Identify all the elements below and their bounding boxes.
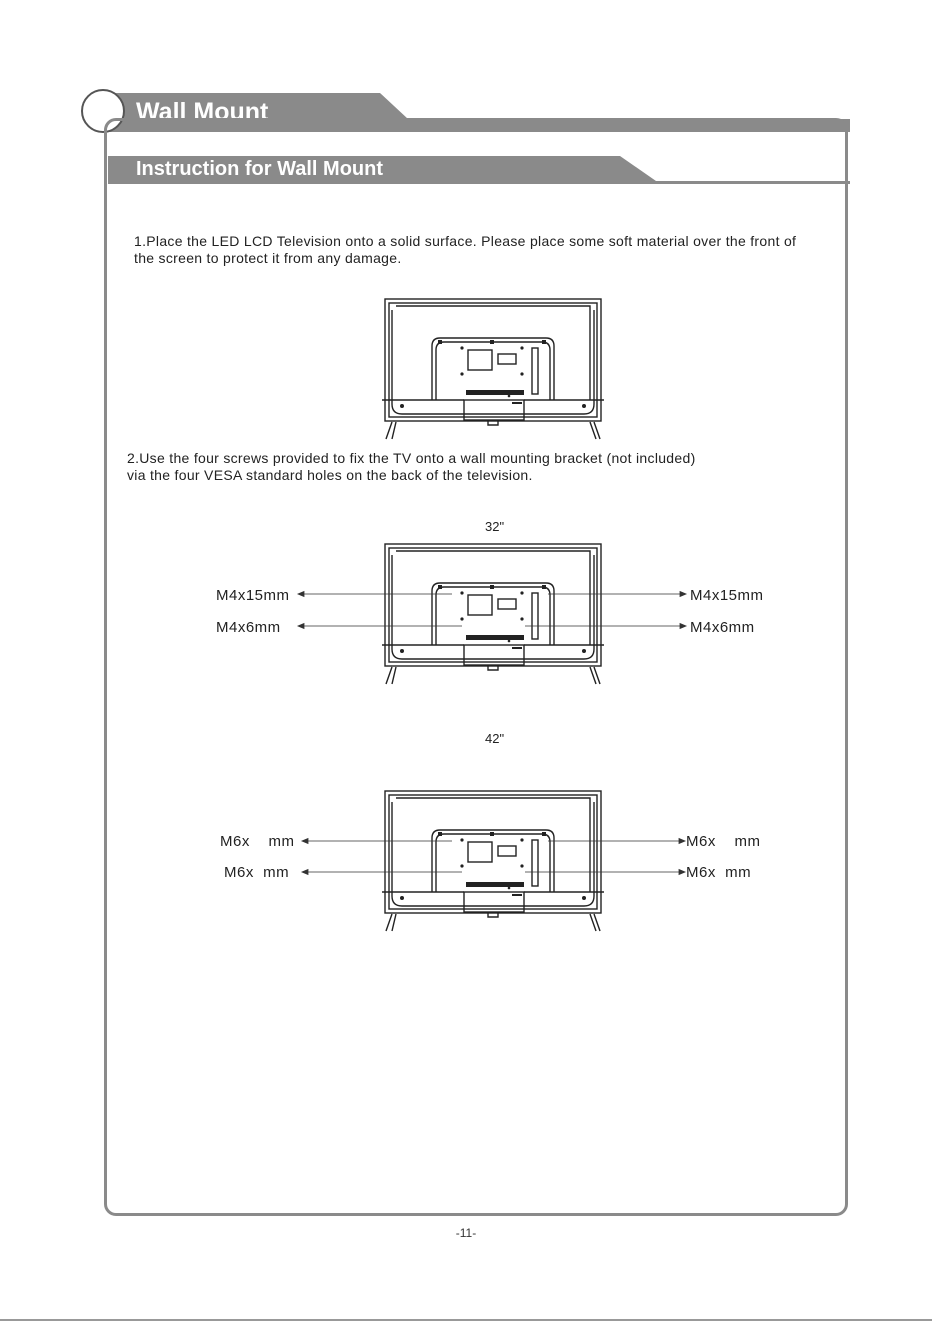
screw-label-bottom-left-32: M4x6mm <box>216 619 281 636</box>
tv-size-label-42: 42" <box>485 731 505 746</box>
bottom-rule <box>0 1312 932 1323</box>
page-title: Wall Mount <box>136 98 269 126</box>
page-number: -11- <box>455 1226 477 1240</box>
tv-back-diagram <box>382 296 604 442</box>
section-title: Instruction for Wall Mount <box>136 158 384 180</box>
screw-label-top-left-32: M4x15mm <box>216 587 290 604</box>
screw-label-bottom-left-42: M6x mm <box>224 864 290 881</box>
screw-arrows-32 <box>0 580 932 640</box>
tv-size-label-32: 32" <box>485 519 505 534</box>
step-1-line-1: 1.Place the LED LCD Television onto a solid surface. Please place some soft material over the front of <box>134 233 797 249</box>
step-2-line-2: via the four VESA standard holes on the back of the television. <box>127 467 533 483</box>
screw-label-bottom-right-32: M4x6mm <box>690 619 755 636</box>
screw-label-top-right-42: M6x mm <box>686 833 761 850</box>
screw-label-top-left-42: M6x mm <box>220 833 295 850</box>
step-1-line-2: the screen to protect it from any damage. <box>134 250 402 266</box>
screw-label-bottom-right-42: M6x mm <box>686 864 752 881</box>
screw-arrows-42 <box>0 826 932 886</box>
screw-label-top-right-32: M4x15mm <box>690 587 764 604</box>
step-2-line-1: 2.Use the four screws provided to fix the TV onto a wall mounting bracket (not included) <box>127 450 696 466</box>
